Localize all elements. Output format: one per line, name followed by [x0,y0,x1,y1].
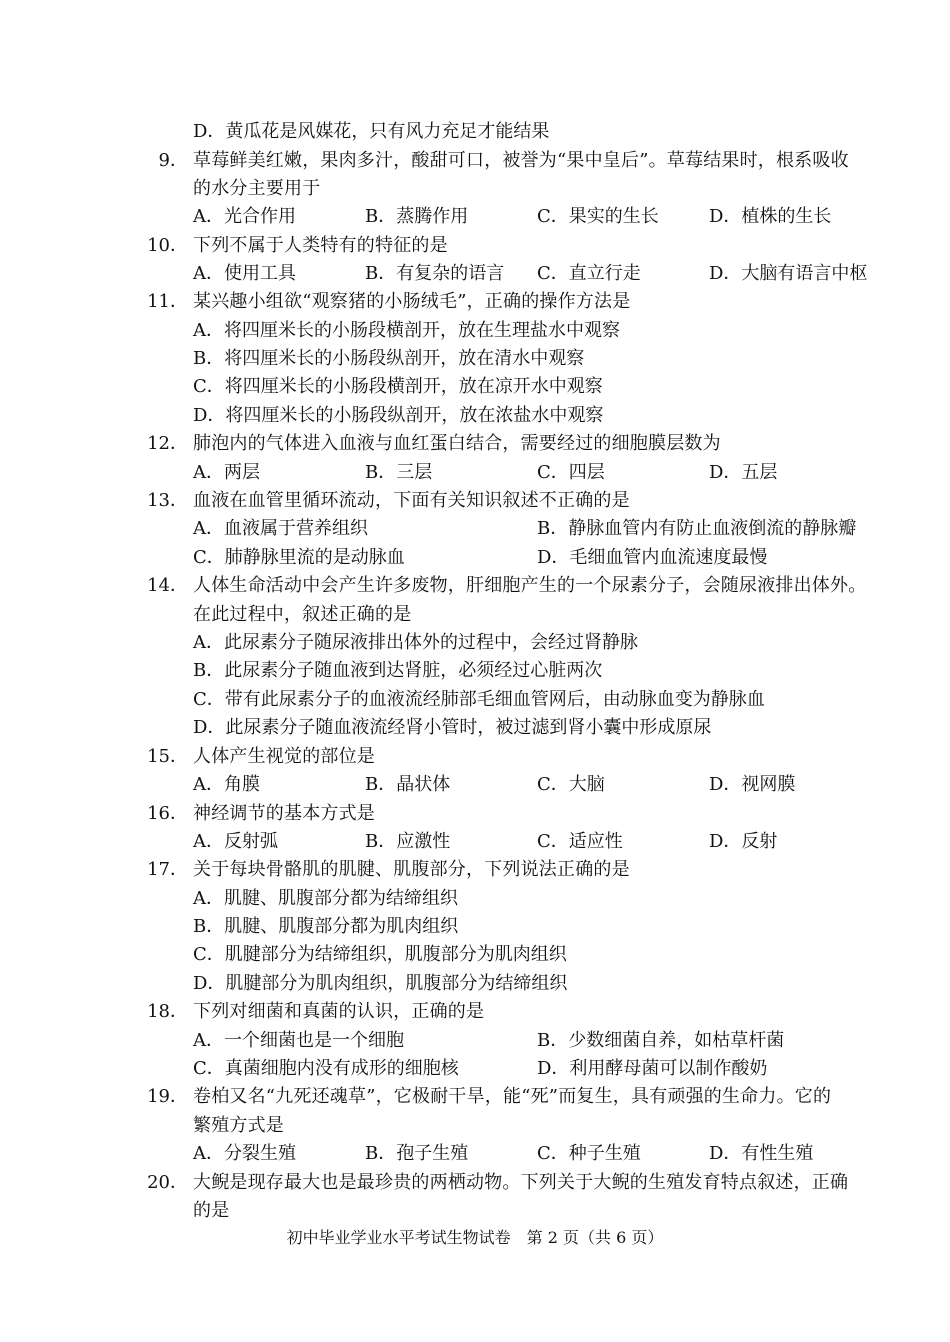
q16-option-b: B．应激性 [365,831,451,852]
q16-number: 16． [147,803,188,824]
q9-stem-line1: 草莓鲜美红嫩，果肉多汁，酸甜可口，被誉为“果中皇后”。草莓结果时，根系吸收 [193,150,849,171]
q13-option-b: B．静脉血管内有防止血液倒流的静脉瓣 [537,518,857,539]
q19-stem-line2: 繁殖方式是 [193,1115,284,1136]
q16-option-a: A．反射弧 [193,831,278,852]
q11-option-b: B．将四厘米长的小肠段纵剖开，放在清水中观察 [193,348,585,369]
q13-option-d: D．毛细血管内血流速度最慢 [537,547,768,568]
q8-option-d: D．黄瓜花是风媒花，只有风力充足才能结果 [193,121,550,142]
q18-number: 18． [147,1001,188,1022]
q11-number: 11． [147,291,188,312]
q15-stem: 人体产生视觉的部位是 [193,746,375,767]
q12-option-c: C．四层 [537,462,605,483]
q11-option-d: D．将四厘米长的小肠段纵剖开，放在浓盐水中观察 [193,405,604,426]
q15-option-c: C．大脑 [537,774,605,795]
q9-option-b: B．蒸腾作用 [365,206,469,227]
q10-option-d: D．大脑有语言中枢 [709,263,868,284]
q18-option-a: A．一个细菌也是一个细胞 [193,1030,404,1051]
q9-stem-line2: 的水分主要用于 [193,178,321,199]
q14-option-a: A．此尿素分子随尿液排出体外的过程中，会经过肾静脉 [193,632,638,653]
q11-option-a: A．将四厘米长的小肠段横剖开，放在生理盐水中观察 [193,320,620,341]
q14-option-b: B．此尿素分子随血液到达肾脏，必须经过心脏两次 [193,660,603,681]
q17-option-a: A．肌腱、肌腹部分都为结缔组织 [193,888,458,909]
q9-number: 9． [158,150,188,171]
q18-stem: 下列对细菌和真菌的认识，正确的是 [193,1001,485,1022]
q13-option-c: C．肺静脉里流的是动脉血 [193,547,405,568]
q12-number: 12． [147,433,188,454]
q19-number: 19． [147,1086,188,1107]
q14-option-c: C．带有此尿素分子的血液流经肺部毛细血管网后，由动脉血变为静脉血 [193,689,765,710]
q13-option-a: A．血液属于营养组织 [193,518,368,539]
q13-stem: 血液在血管里循环流动，下面有关知识叙述不正确的是 [193,490,630,511]
q19-option-c: C．种子生殖 [537,1143,641,1164]
q17-stem: 关于每块骨骼肌的肌腱、肌腹部分，下列说法正确的是 [193,859,630,880]
q18-option-b: B．少数细菌自养，如枯草杆菌 [537,1030,785,1051]
q15-option-b: B．晶状体 [365,774,451,795]
q20-stem-line2: 的是 [193,1200,230,1221]
q9-option-d: D．植株的生长 [709,206,832,227]
q13-number: 13． [147,490,188,511]
q12-option-a: A．两层 [193,462,260,483]
q11-option-c: C．将四厘米长的小肠段横剖开，放在凉开水中观察 [193,376,603,397]
q19-stem-line1: 卷柏又名“九死还魂草”，它极耐干旱，能“死”而复生，具有顽强的生命力。它的 [193,1086,832,1107]
q12-stem: 肺泡内的气体进入血液与血红蛋白结合，需要经过的细胞膜层数为 [193,433,721,454]
q10-option-a: A．使用工具 [193,263,296,284]
q11-stem: 某兴趣小组欲“观察猪的小肠绒毛”，正确的操作方法是 [193,291,631,312]
q20-number: 20． [147,1172,188,1193]
q12-option-b: B．三层 [365,462,433,483]
q16-stem: 神经调节的基本方式是 [193,803,375,824]
q10-option-c: C．直立行走 [537,263,641,284]
q16-option-c: C．适应性 [537,831,623,852]
q15-number: 15． [147,746,188,767]
q19-option-d: D．有性生殖 [709,1143,814,1164]
q10-number: 10． [147,235,188,256]
q14-stem-line2: 在此过程中，叙述正确的是 [193,604,412,625]
q16-option-d: D．反射 [709,831,778,852]
page-footer: 初中毕业学业水平考试生物试卷 第 2 页（共 6 页） [286,1228,664,1247]
q10-stem: 下列不属于人类特有的特征的是 [193,235,448,256]
q9-option-c: C．果实的生长 [537,206,659,227]
q17-number: 17． [147,859,188,880]
q10-option-b: B．有复杂的语言 [365,263,505,284]
q15-option-a: A．角膜 [193,774,260,795]
q12-option-d: D．五层 [709,462,778,483]
q15-option-d: D．视网膜 [709,774,796,795]
q18-option-d: D．利用酵母菌可以制作酸奶 [537,1058,768,1079]
q14-stem-line1: 人体生命活动中会产生许多废物，肝细胞产生的一个尿素分子，会随尿液排出体外。 [193,575,867,596]
q18-option-c: C．真菌细胞内没有成形的细胞核 [193,1058,459,1079]
q20-stem-line1: 大鲵是现存最大也是最珍贵的两栖动物。下列关于大鲵的生殖发育特点叙述，正确 [193,1172,849,1193]
q17-option-c: C．肌腱部分为结缔组织，肌腹部分为肌肉组织 [193,944,567,965]
q17-option-b: B．肌腱、肌腹部分都为肌肉组织 [193,916,459,937]
q14-number: 14． [147,575,188,596]
q17-option-d: D．肌腱部分为肌肉组织，肌腹部分为结缔组织 [193,973,568,994]
q14-option-d: D．此尿素分子随血液流经肾小管时，被过滤到肾小囊中形成原尿 [193,717,712,738]
q19-option-b: B．孢子生殖 [365,1143,469,1164]
q19-option-a: A．分裂生殖 [193,1143,296,1164]
q9-option-a: A．光合作用 [193,206,296,227]
